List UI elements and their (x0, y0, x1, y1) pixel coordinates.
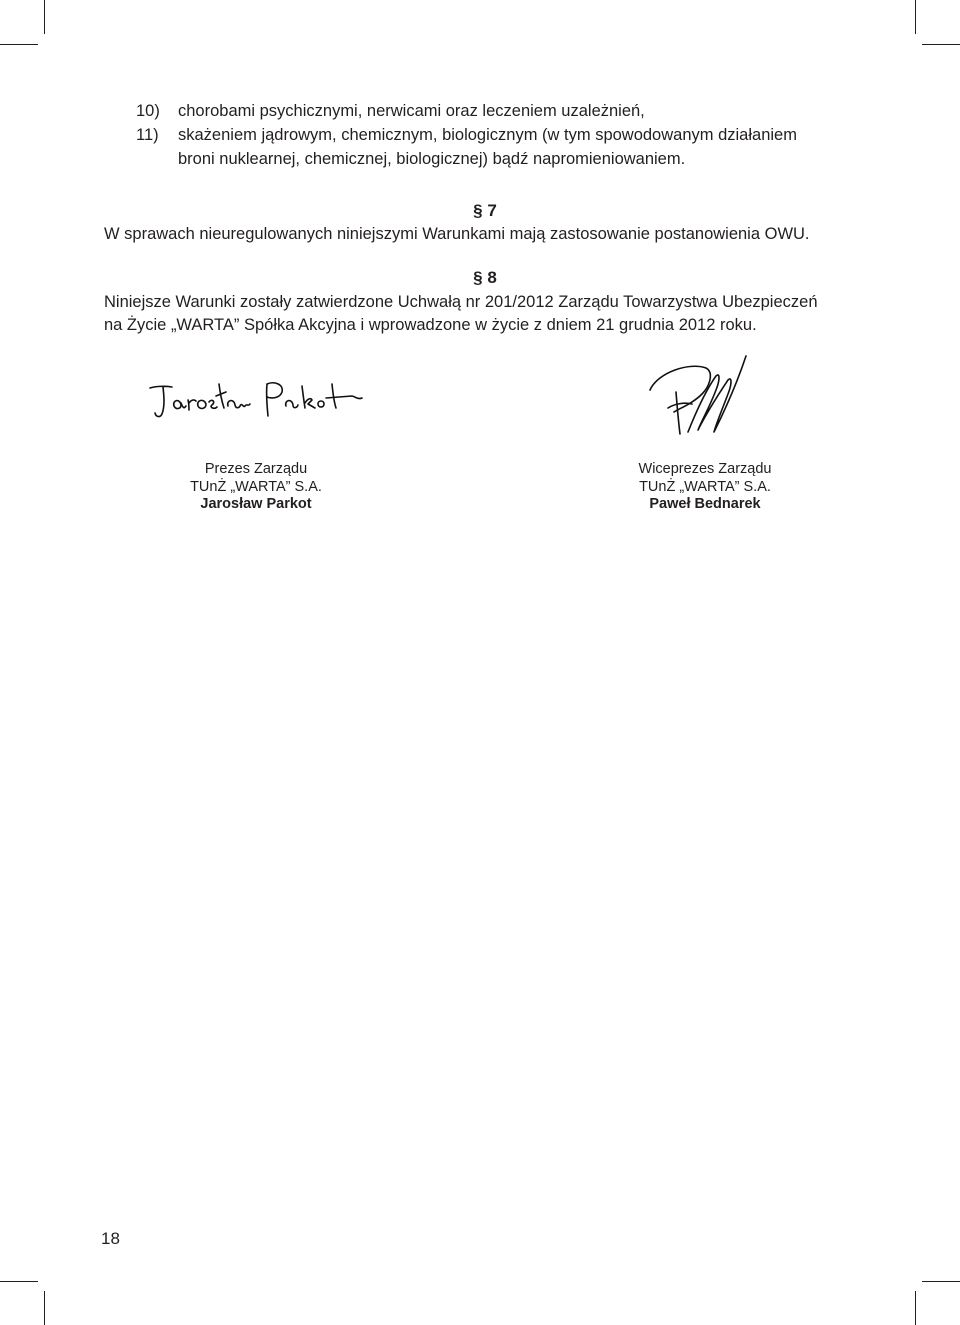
list-item-number (136, 147, 178, 171)
signature-right (644, 350, 754, 440)
signer-left-company: TUnŻ „WARTA” S.A. (190, 478, 322, 495)
list-item-number: 10) (136, 102, 160, 120)
section-8-line-2: na Życie „WARTA” Spółka Akcyjna i wprowadzone w życie z dniem 21 grudnia 2012 roku. (104, 316, 757, 334)
section-7-text: W sprawach nieuregulowanych niniejszymi Warunkami mają zastosowanie postanowienia OWU. (104, 225, 810, 243)
list-item-text: skażeniem jądrowym, chemicznym, biologicznym (w tym spowodowanym działaniem (178, 126, 797, 144)
signer-right-name: Paweł Bednarek (649, 496, 761, 512)
crop-mark-top-left-horizontal (0, 44, 38, 45)
crop-mark-top-left-vertical (44, 0, 45, 34)
page-number: 18 (101, 1229, 120, 1248)
section-7-heading: § 7 (473, 201, 497, 220)
signer-right (575, 461, 835, 514)
signer-left (126, 461, 386, 514)
signer-left-role: Prezes Zarządu (204, 461, 308, 477)
exclusions-list (136, 99, 876, 171)
crop-mark-top-right-horizontal (922, 44, 960, 45)
list-item (136, 123, 876, 147)
section-8-line-1: Niniejsze Warunki zostały zatwierdzone Uchwałą nr 201/2012 Zarządu Towarzystwa Ubezpieczeń (104, 293, 818, 311)
crop-mark-bottom-right-horizontal (922, 1281, 960, 1282)
signer-right-company: TUnŻ „WARTA” S.A. (639, 478, 771, 495)
list-item-text: broni nuklearnej, chemicznej, biologicznej) bądź napromieniowaniem. (178, 150, 686, 168)
signer-left-name: Jarosław Parkot (200, 496, 312, 512)
list-item-text: chorobami psychicznymi, nerwicami oraz leczeniem uzależnień, (178, 102, 645, 120)
list-item (136, 147, 876, 171)
crop-mark-bottom-left-horizontal (0, 1281, 38, 1282)
signer-right-role: Wiceprezes Zarządu (638, 461, 772, 477)
list-item-number: 11) (136, 126, 159, 144)
crop-mark-bottom-right-vertical (915, 1291, 916, 1325)
signature-left (146, 376, 366, 426)
crop-mark-bottom-left-vertical (44, 1291, 45, 1325)
section-8-heading: § 8 (473, 268, 497, 287)
crop-mark-top-right-vertical (915, 0, 916, 34)
list-item (136, 99, 876, 123)
